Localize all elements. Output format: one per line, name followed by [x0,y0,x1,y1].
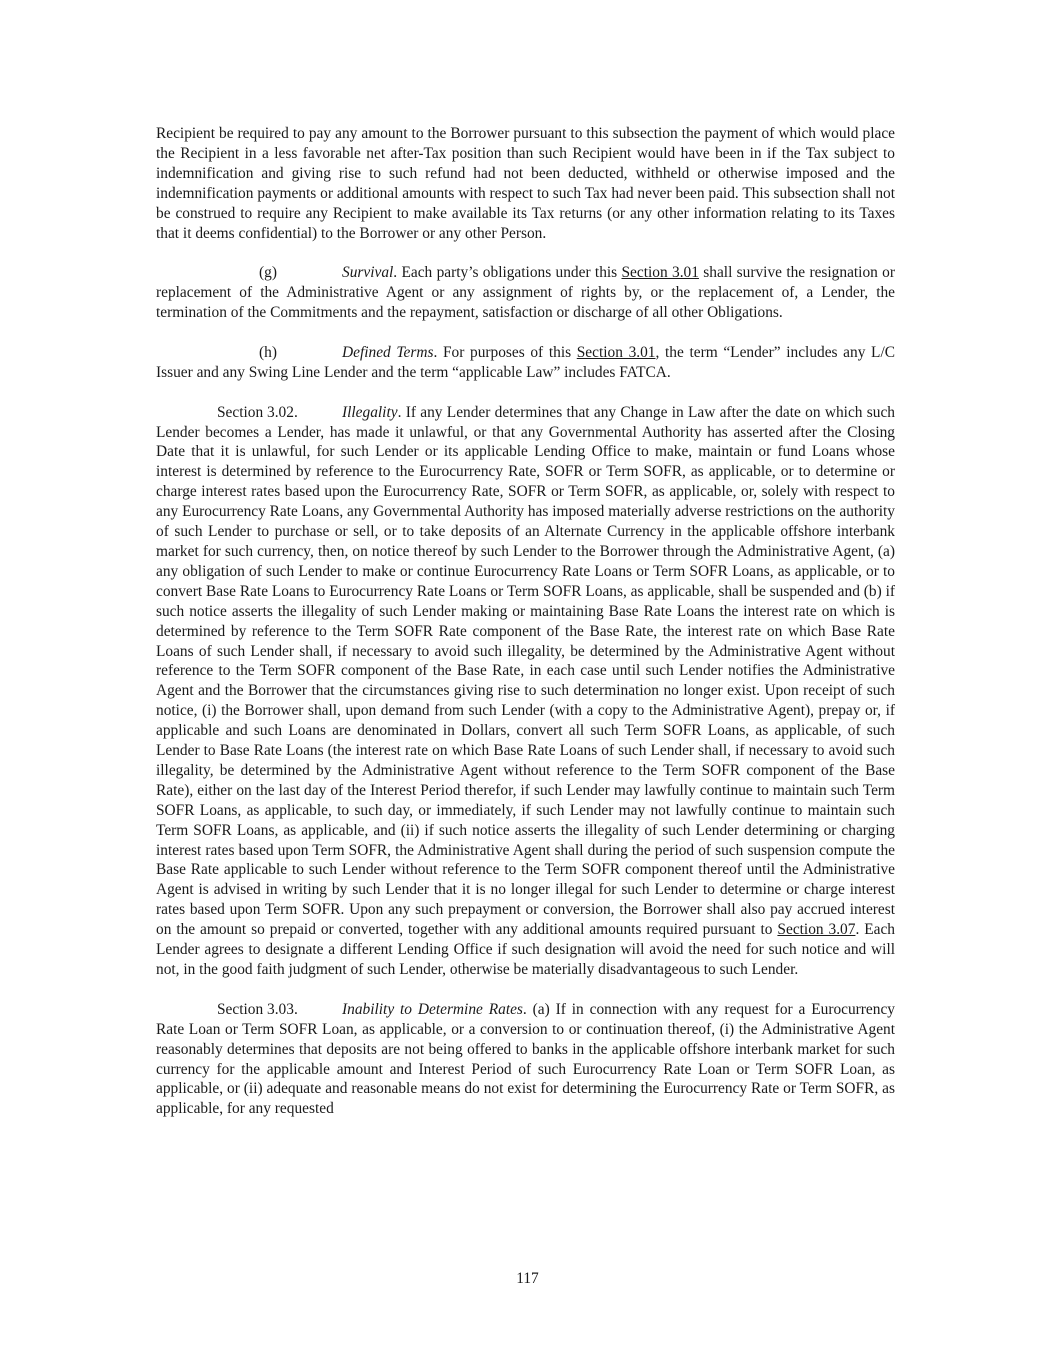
section-3-03-number: Section 3.03. [217,1000,298,1018]
subsection-h-section-ref: Section 3.01 [576,343,656,361]
section-3-02 [156,403,895,980]
page-number: 117 [516,1270,539,1287]
document-page [156,124,895,1139]
section-3-03-heading: Inability to Determine Rates [342,1000,523,1018]
section-3-03 [156,1000,895,1119]
section-3-03-text: . (a) If in connection with any request for a Eurocurrency Rate Loan or Term SOFR Loan, as applicable, or a conversion to or continuation thereof, (i) the Administrative Agent reasonably determines that deposits are not being offered to banks in the applicable offshore interbank market for such currency for the applicable amount and Interest Period of such Eurocurrency Rate Loan or Term SOFR Loan, as applicable, or (ii) adequate and reasonable means do not exist for determining the Eurocurrency Rate or Term SOFR, as applicable, for any requested [156,1000,895,1118]
section-3-02-text-1: . If any Lender determines that any Change in Law after the date on which such Lender becomes a Lender, has made it unlawful, or that any Governmental Authority has asserted after the Closing Date that it is unlawful, for such Lender or its applicable Lending Office to make, maintain or fund Loans whose interest is determined by reference to the Eurocurrency Rate, SOFR or Term SOFR, as applicable, or to determine or charge interest rates based upon the Eurocurrency Rate, SOFR or Term SOFR, as applicable, or, solely with respect to any Eurocurrency Rate Loans, any Governmental Authority has imposed materially adverse restrictions on the authority of such Lender to purchase or sell, or to take deposits of an Alternate Currency in the applicable offshore interbank market for such currency, then, on notice thereof by such Lender to the Borrower through the Administrative Agent, (a) any obligation of such Lender to make or continue Eurocurrency Rate Loans or Term SOFR Loans, as applicable, or to convert Base Rate Loans to Eurocurrency Rate Loans or Term SOFR Loans, as applicable, shall be suspended and (b) if such notice asserts the illegality of such Lender making or maintaining Base Rate Loans the interest rate on which is determined by reference to the Term SOFR Rate component of the Base Rate, the interest rate on which Base Rate Loans of such Lender shall, if necessary to avoid such illegality, be determined by the Administrative Agent without reference to the Term SOFR component of the Base Rate, in each case until such Lender notifies the Administrative Agent and the Borrower that the circumstances giving rise to such determination no longer exist. Upon receipt of such notice, (i) the Borrower shall, upon demand from such Lender (with a copy to the Administrative Agent), prepay or, if applicable and such Loans are denominated in Dollars, convert all such Term SOFR Loans, as applicable, of such Lender to Base Rate Loans (the interest rate on which Base Rate Loans of such Lender shall, if necessary to avoid such illegality, be determined by the Administrative Agent without reference to the Term SOFR component of the Base Rate), either on the last day of the Interest Period therefor, if such Lender may lawfully continue to maintain such Term SOFR Loans, as applicable, to such day, or immediately, if such Lender may not lawfully continue to maintain such Term SOFR Loans, as applicable, and (ii) if such notice asserts the illegality of such Lender determining or charging interest rates based upon Term SOFR, the Administrative Agent shall during the period of such suspension compute the Base Rate applicable to such Lender without reference to the Term SOFR component thereof until the Administrative Agent is advised in writing by such Lender that it is no longer illegal for such Lender to determine or charge interest rates based upon Term SOFR. Upon any such prepayment or conversion, the Borrower shall also pay accrued interest on the amount so prepaid or converted, together with any additional amounts required pursuant to [156,403,895,939]
subsection-g-section-ref: Section 3.01 [621,264,699,282]
subsection-g-label: (g) [259,264,277,282]
subsection-h-text-1: . For purposes of this [433,343,577,361]
subsection-h-text-2: , the term “Lender” includes any L/C Issuer and any Swing Line Lender and the term “applicable Law” includes FATCA. [156,343,896,381]
subsection-h-heading: Defined Terms [342,343,434,361]
subsection-h-label: (h) [259,343,277,361]
section-3-02-section-ref: Section 3.07 [777,921,856,939]
subsection-g [156,263,895,323]
continuation-paragraph: Recipient be required to pay any amount to the Borrower pursuant to this subsection the payment of which would place the Recipient in a less favorable net after-Tax position than such Recipient would have been in if the Tax subject to indemnification and giving rise to such refund had not been deducted, withheld or otherwise imposed and the indemnification payments or additional amounts with respect to such Tax had never been paid. This subsection shall not be construed to require any Recipient to make available its Tax returns (or any other information relating to its Taxes that it deems confidential) to the Borrower or any other Person. [156,125,895,242]
section-3-02-text-2: . Each Lender agrees to designate a different Lending Office if such designation will avoid the need for such notice and will not, in the good faith judgment of such Lender, otherwise be materially disadvantageous to such Lender. [156,921,895,979]
subsection-g-text-1: . Each party’s obligations under this [393,264,622,282]
section-3-02-number: Section 3.02. [217,403,298,421]
section-3-02-heading: Illegality [342,403,398,421]
subsection-g-heading: Survival [342,264,394,282]
subsection-g-text-2: shall survive the resignation or replacement of the Administrative Agent or any assignment of rights by, or the replacement of, a Lender, the termination of the Commitments and the repayment, satisfaction or discharge of all other Obligations. [156,264,896,322]
subsection-h [156,343,895,383]
